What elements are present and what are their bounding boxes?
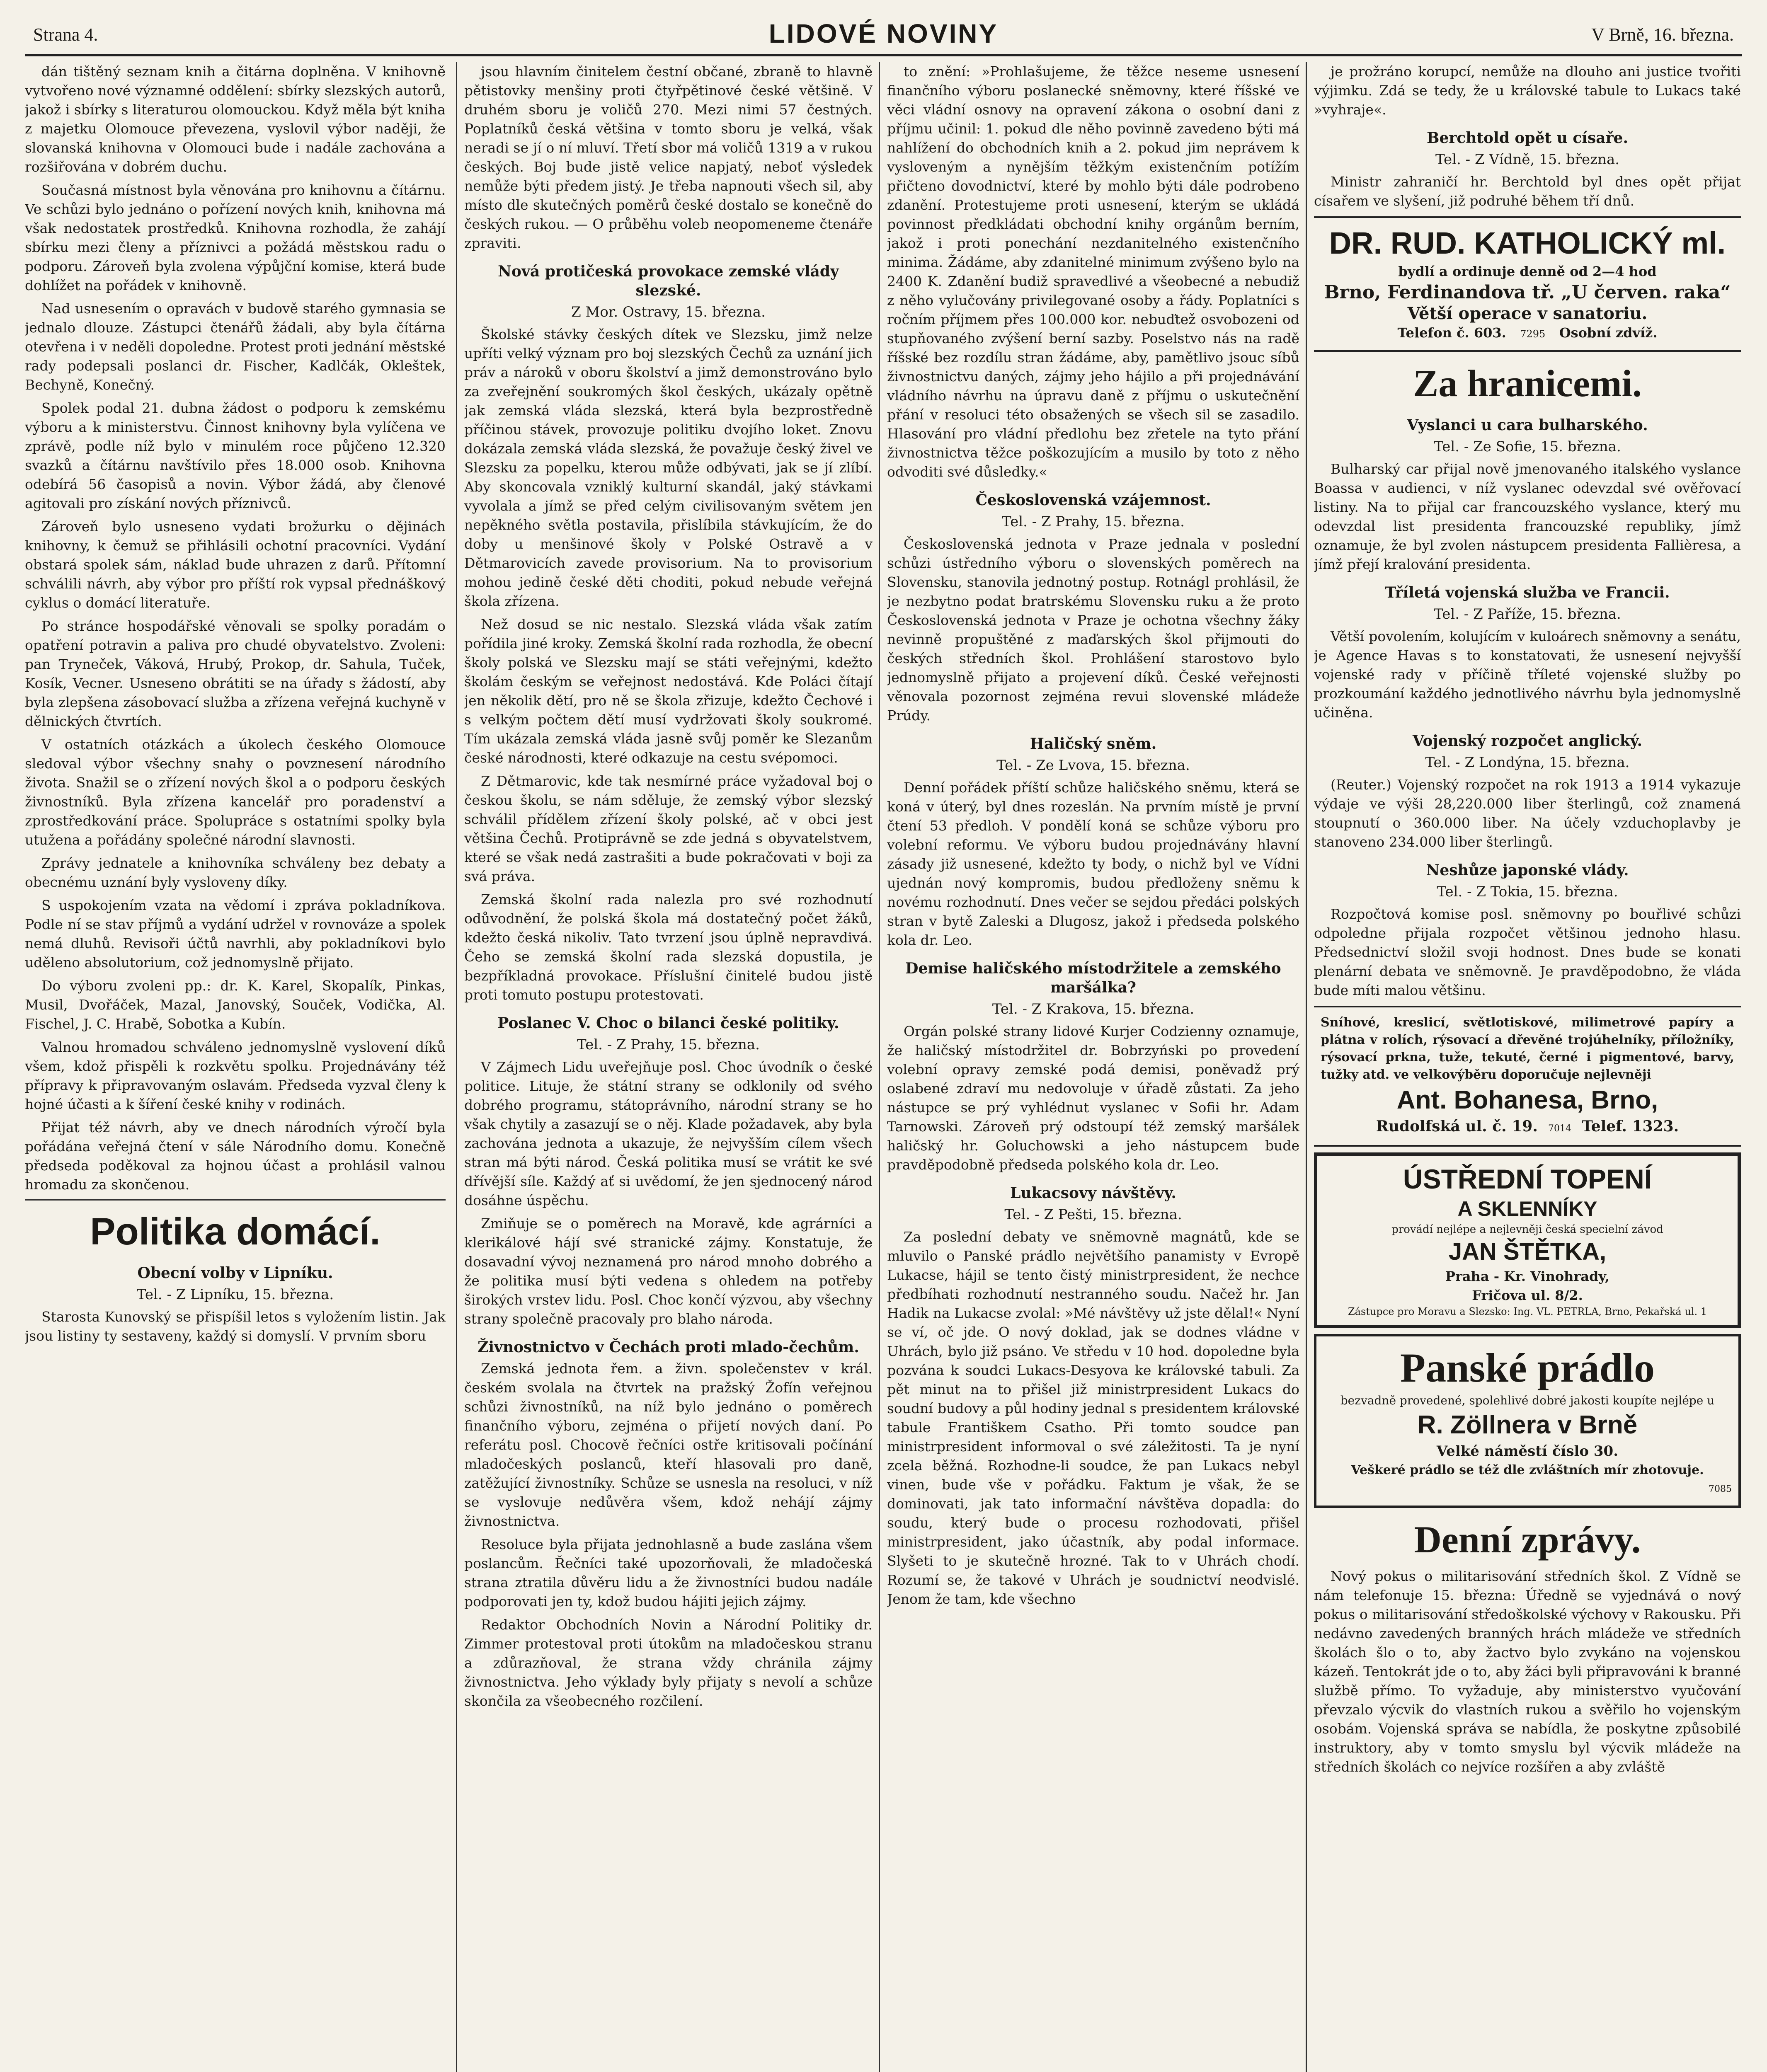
ad-heating-street: Fričova ul. 8/2. — [1472, 1288, 1583, 1303]
ad-linen-note: Veškeré prádlo se též dle zvláštních mír zhotovuje. — [1351, 1463, 1704, 1477]
column-rule — [1306, 62, 1307, 2072]
ad-doctor-note: Větší operace v sanatoriu. — [1407, 304, 1648, 323]
article-paragraph: Ministr zahraničí hr. Berchtold byl dnes opět přijat císařem ve slyšení, již podruhé během tří dnů. — [1314, 174, 1741, 209]
column-4 — [1314, 62, 1741, 2072]
article-heading: Obecní volby v Lipníku. — [137, 1264, 333, 1282]
ad-heating-representative: Zástupce pro Moravu a Slezsko: Ing. VL. PETRLA, Brno, Pekařská ul. 1 — [1348, 1306, 1707, 1317]
column-2 — [464, 62, 873, 2072]
advertisement-stationery — [1314, 1006, 1741, 1147]
article-paragraph: Resoluce byla přijata jednohlasně a bude zaslána všem poslancům. Řečníci také upozorňovali, že mladočeská strana ztratila důvěru lidu a že živnostníci budou nadále podporovati jen ty, kdož budou hájiti jejich zájmy. — [464, 1536, 873, 1610]
article-paragraph: Zmiňuje se o poměrech na Moravě, kde agrárníci a klerikálové hájí své stranické zájmy. Konstatuje, že dosavadní vývoj neznamená pro národ mnoho dobrého a že politika musí býti vedena s ohledem na potřeby širokých vrstev lidu. Posl. Choc končí výzvou, aby všechny strany společně pracovaly pro blaho národa. — [464, 1215, 873, 1327]
article-paragraph: Školské stávky českých dítek ve Slezsku, jimž nelze upříti velký význam pro boj slezských Čechů za uznání jich práv a nároků v oboru školství a jimž demonstrováno bylo za zveřejnění soukromých škol českých, ukázaly opětně jak zemská vláda slezská, která byla bezprostředně příčinou stávek, provozuje politiku dvojího loket. Znovu dokázala zemská vláda slezská, že považuje český živel ve Slezsku za popelku, kterou může odbývati, jak se jí zlíbí. Aby skoncovala vzniklý kulturní skandál, jaký stávkami vyvolala a jímž se před celým civilisovaným světem jen nepěkného světla postavila, přislíbila stávkujícím, že do doby u menšinové školy v Polské Ostravě a v Dětmarovicích zavede provisorium. Na to provisorium mohou jedině české děti choditi, pokud nebude veřejná škola zřízena. — [464, 326, 873, 609]
article-paragraph: Do výboru zvoleni pp.: dr. K. Karel, Skopalík, Pinkas, Musil, Dvořáček, Mazal, Janovský, Souček, Vodička, Al. Fischel, J. C. Hrabě, Sobotka a Kubín. — [25, 978, 446, 1032]
article-paragraph: V Zájmech Lidu uveřejňuje posl. Choc úvodník o české politice. Lituje, že státní strany se odklonily od svého dobrého programu, státoprávního, národní strany se ho však chytily a zasazují se o něj. Klade požadavek, aby byla zachována jednota a ukazuje, že nejvyšším cílem všech stran má býti národ. Česká politika musí se vrátit ke své dřívější síle. Každý ať si uvědomí, že jen sjednocený národ dosáhne úspěchu. — [464, 1059, 873, 1208]
article-heading: Demise haličského místodržitele a zemského maršálka? — [905, 960, 1281, 996]
article-paragraph: Valnou hromadou schváleno jednomyslně vyslovení díků všem, kdož přispěli k rozkvětu spolku. Projednávány též přípravy k připravovaným oslavám. Předseda vyzval členy k hojné účasti a k šíření české knihy v rodinách. — [25, 1039, 446, 1112]
ad-doctor-hours: bydlí a ordinuje denně od 2—4 hod — [1398, 264, 1657, 279]
article-paragraph: Za poslední debaty ve sněmovně magnátů, kde se mluvilo o Panské prádlo největšího panamisty v Evropě Lukacse, hájil se tento čistý ministrpresident, že nechce předbíhati rozhodnutí nestranného soudu. Načež hr. Jan Hadik na Lukacse zvolal: »Mé návštěvy už jste dělal!« Nyní se ví, oč jde. O nový doklad, jak se dodnes vládne v Uhrách, bylo již psáno. Ve středu v 10 hod. dopoledne byla pozvána k soudci Lukacs-Desyova ke královské tabuli. Za pět minut na to přišel již ministrpresident Lukacs do soudní budovy a půl hodiny jednal s presidentem královské tabule Františkem Csatho. Při tomto soudce pan ministrpresident informoval o své záležitosti. Ta je nyní zcela běžná. Rozhodne-li soudce, že pan Lukacs nebyl vinen, bude vše v pořádku. Faktum je však, že se dominovati, jak tato informační návštěva dopadla: do soudu, který bude o procesu rozhodovati, přišel ministrpresident, jako účastník, aby podal informace. Slyšeti to je skutečně hrozné. Tak to v Uhrách chodí. Rozumí se, že takové v Uhrách je soudnictví neodvislé. Jenom že tam, kde všechno — [887, 1229, 1299, 1607]
article-dateline: Tel. - Z Paříže, 15. března. — [1434, 606, 1621, 622]
article-heading: Vojenský rozpočet anglický. — [1412, 732, 1643, 750]
article-heading: Tříletá vojenská služba ve Francii. — [1385, 584, 1670, 601]
article-paragraph: Z Dětmarovic, kde tak nesmírné práce vyžadoval boj o českou školu, se nám sděluje, že zemský výbor slezský schválil přídělem zřízení školy polské, ač v obci jest většina Čechů. Protiprávně se zde jedná s obyvatelstvem, které se však nedá zastrašiti a bude pokračovati v boji za svá práva. — [464, 773, 873, 884]
article-dateline: Tel. - Z Prahy, 15. března. — [1002, 513, 1185, 530]
article-paragraph: Zemská školní rada nalezla pro své rozhodnutí odůvodnění, že polská škola má dostatečný počet žáků, kdežto česká nikoliv. Tato tvrzení jsou úplně nepravdivá. Čeho se zemská školní rada slezská dopustila, je bezpříkladná provokace. Příslušní činitelé budou jistě proti tomuto postupu protestovati. — [464, 891, 873, 1003]
article-paragraph: dán tištěný seznam knih a čitárna doplněna. V knihovně vytvořeno nové významné oddělení: sbírky slezských autorů, jakož i sbírky s literaturou olomouckou. Když měla být kniha z majetku Olomouce převezena, vyslovil výbor naději, že slovanská knihovna v Olomouci bude i nadále zachována a rozšiřována v dobrém duchu. — [25, 63, 446, 175]
article-paragraph: Nad usnesením o opravách v budově starého gymnasia se jednalo dlouze. Zástupci čtenářů žádali, aby byla čítárna otevřena i v neděli dopoledne. Protest proti jednání městské rady podepsali poslanci dr. Fischer, Kadlčák, Okleštek, Bechyně, Konečný. — [25, 300, 446, 393]
article-heading: Československá vzájemnost. — [975, 491, 1211, 509]
article-dateline: Tel. - Z Lipníku, 15. března. — [136, 1286, 334, 1303]
article-paragraph: Denní pořádek příští schůze haličského sněmu, která se koná v úterý, byl dnes rozeslán. Na prvním místě je první čtení 53 předloh. V pondělí koná se schůze výboru pro volební reformu. Ve výboru budou projednávány hlavní zásady již usnesené, kdežto ty body, o nichž byl ve Vídni ujednán nový kompromis, budou předloženy sněmu k novému rozhodnutí. Dnes večer se sejdou předáci polských stran v bytě Zaleski a Dlugosz, jakož i předseda polského kola dr. Leo. — [887, 779, 1299, 948]
page-number: Strana 4. — [33, 24, 98, 45]
article-paragraph: (Reuter.) Vojenský rozpočet na rok 1913 a 1914 vykazuje výdaje ve výši 28,220.000 liber šterlingů, což znamená stoupnutí o 360.000 liber. Na účely vzduchoplavby je stanoveno 234.000 liber šterlingů. — [1314, 777, 1741, 850]
article-paragraph: Redaktor Obchodních Novin a Národní Politiky dr. Zimmer protestoval proti útokům na mladočeskou stranu a zdůrazňoval, že strana vždy chránila zájmy živnostnictva. Jeho výklady byly přijaty s nevolí a schůze skončila za všeobecného rozčilení. — [464, 1617, 873, 1709]
article-paragraph: je prožráno korupcí, nemůže na dlouho ani justice tvořiti výjimku. Zdá se tedy, že u královské tabule to Lukacs také »vyhraje«. — [1314, 63, 1741, 118]
issue-date: V Brně, 16. března. — [1591, 24, 1734, 45]
ad-stationery-name: Ant. Bohanesa, Brno, — [1396, 1086, 1658, 1114]
ad-stationery-phone: Telef. 1323. — [1582, 1118, 1679, 1135]
article-paragraph: Po stránce hospodářské věnovali se spolky poradám o opatření potravin a paliva pro chudé obyvatelstvo. Zvoleni: pan Tryneček, Váková, Hrubý, Prokop, dr. Sahula, Tuček, Kosík, Vecner. Usneseno obrátiti se na úřady s žádostí, aby byla zlepšena zásobovací služba a zřízena veřejná kuchyně v dělnických čtvrtích. — [25, 618, 446, 729]
article-paragraph: Než dosud se nic nestalo. Slezská vláda však zatím pořídila jiné kroky. Zemská školní rada rozhodla, že obecní školy polská ve Slezsku mají se státi veřejnými, kdežto školám českým se veřejnost nedostává. Kde Poláci čítají jen několik dětí, pro ně se škola zřizuje, kdežto Čechové i s velkým počtem dětí musí vydržovati školy soukromé. Tím ukázala zemská vláda jasně svůj poměr ke Slezanům české národnosti, které odkazuje na cestu svépomoci. — [464, 616, 873, 766]
article-dateline: Tel. - Z Vídně, 15. března. — [1435, 151, 1620, 168]
advertisement-doctor — [1314, 216, 1741, 352]
article-paragraph: Zemská jednota řem. a živn. společenstev v král. českém svolala na čtvrtek na pražský Žofín veřejnou schůzi živnostníků, na níž bylo jednáno o poměrech finančního výboru, zejména o přijetí nových daní. Po referátu posl. Chocově řečníci ostře kritisovali počínání mladočeských poslanců, kteří hlasovali pro daně, zatěžující živnostníky. Schůze se usnesla na resoluci, v níž se vyslovuje nedůvěra všem, kdož nehájí zájmy živnostnictva. — [464, 1360, 873, 1529]
article-dateline: Tel. - Z Londýna, 15. března. — [1425, 754, 1630, 771]
divider — [25, 1199, 446, 1201]
column-rule — [456, 62, 457, 2072]
ad-doctor-code: 7295 — [1520, 328, 1546, 340]
article-dateline: Tel. - Z Krakova, 15. března. — [992, 1001, 1195, 1017]
advertisement-heating — [1314, 1152, 1741, 1328]
article-paragraph: Větší povolením, kolujícím v kuloárech sněmovny a senátu, je Agence Havas s to konstatovati, že usnesení nejvyšší vojenské rady v příčině tříleté vojenské služby po prozkoumání každého jednotlivého návrhu byla jednomyslně učiněna. — [1314, 628, 1741, 721]
article-dateline: Tel. - Z Prahy, 15. března. — [577, 1036, 760, 1053]
article-paragraph: jsou hlavním činitelem čestní občané, zbraně to hlavně pětistovky menšiny proti čtyřpětinové české většině. V druhém sboru je voličů 270. Mezi nimi 57 čestných. Poplatníků česká většina v tomto sboru je velká, však neradi se jí o ní mluví. Třetí sbor má voličů 1319 a v rukou českých. Boj bude jistě velice napjatý, neboť výsledek nemůže býti předem jistý. Je třeba napnouti všech sil, aby místo dle skutečných poměrů české dostalo se konečně do českých rukou. — O průběhu voleb neopomeneme čtenáře zpraviti. — [464, 63, 873, 251]
article-dateline: Tel. - Ze Sofie, 15. března. — [1434, 438, 1621, 455]
advertisement-linen — [1314, 1334, 1741, 1508]
article-paragraph: Československá jednota v Praze jednala v poslední schůzi ústředního výboru o slovenských poměrech na Slovensku, stanovila jednotný postup. Rotnágl prohlásil, že je nezbytno podat bratrskému Slovensku ruku a že proto Československá jednota v Praze je ochotna všechny žáky nevinně propuštěné z maďarských škol přijmouti do českých středních škol. Prohlášení starostovo bylo jednomyslně přijato a projevení díků. České veřejnosti věnovala pozornost zejména revui slovenské mládeže Prúdy. — [887, 536, 1299, 724]
section-heading: Denní zprávy. — [1414, 1518, 1641, 1561]
ad-linen-code: 7085 — [1709, 1484, 1732, 1494]
column-rule — [879, 62, 880, 2072]
ad-stationery-text: Sníhové, kreslicí, světlotiskové, milimetrové papíry a plátna v rolích, rýsovací a dřevěné trojúhelníky, příložníky, rýsovací prkna, tuže, tekuté, černé i pigmentové, barvy, tužky atd. ve velkovýběru doporučuje nejlevněji — [1321, 1015, 1734, 1082]
article-paragraph: Zprávy jednatele a knihovníka schváleny bez debaty a obecnému uznání byly vysloveny díky. — [25, 855, 446, 890]
ad-linen-title: Panské prádlo — [1400, 1345, 1655, 1391]
article-paragraph: Současná místnost byla věnována pro knihovnu a čítárnu. Ve schůzi bylo jednáno o pořízení nových knih, knihovna má však nedostatek prostředků. Knihovna rozhodla, že zahájí sbírku mezi členy a příznivci a požádá městskou radu o podporu. Zároveň byla zvolena výpůjční komise, která bude dohlížet na pořádek v knihovně. — [25, 182, 446, 293]
ad-linen-address: Velké náměstí číslo 30. — [1436, 1443, 1619, 1460]
article-dateline: Z Mor. Ostravy, 15. března. — [571, 304, 766, 320]
ad-heating-subtitle: A SKLENNÍKY — [1457, 1197, 1597, 1220]
article-heading: Berchtold opět u císaře. — [1427, 129, 1628, 147]
newspaper-page — [25, 17, 1742, 2072]
ad-doctor-phone: Telefon č. 603. — [1397, 325, 1506, 341]
ad-linen-name: R. Zöllnera v Brně — [1417, 1411, 1638, 1439]
article-paragraph: to znění: »Prohlašujeme, že těžce neseme usnesení finančního výboru poslanecké sněmovny, které říšské ve věci vládní osnovy na opravení zákona o osobní dani z příjmu učinil: 1. pokud dle něho povinně zavedeno býti má nahlížení do obchodních knih a 2. pokud jim neprávem k vysloveným a nynějším těžkým existenčním potížím přičteno dovodnictví, které by mohlo býti dále podrobeno zdanění. Protestujeme proti usnesení, kterým se ukládá povinnost předkládati obchodní knihy orgánům berním, jakož i proti ponechání nezdanitelného existenčního minima. Žádáme, aby zdanitelné minimum zvýšeno bylo na 2400 K. Zdanění budiž spravedlivé a všeobecné a nebudiž z něho vylučovány privilegované osoby a řády. Poplatníci s ročním příjmem přes 100.000 kor. nebuďtež osvobozeni od stupňovaného zvýšení berní sazby. Poselstvo nás na radě říšské bez rozdílu stran žádáme, aby, pamětlivo jsouc síbů živnostnictvu daných, zájmy jeho hájilo a při projednávání vládního návrhu na úpravu daně z příjmu o uskutečnění přání v resoluci této obsažených se všech sil se zasadilo. Hlasování pro vládní předlohu bez zřetele na tyto přání živnostnictva těžce poškozujícím a musilo by toto z něho odvoditi své důsledky.« — [887, 63, 1299, 480]
ad-doctor-address: Brno, Ferdinandova tř. „U červen. raka“ — [1324, 282, 1731, 303]
ad-heating-text: provádí nejlépe a nejlevněji česká specielní závod — [1391, 1223, 1663, 1236]
article-heading: Poslanec V. Choc o bilanci české politiky. — [497, 1014, 839, 1032]
ad-stationery-contact — [1321, 1117, 1734, 1138]
article-heading: Živnostnictvo v Čechách proti mlado-čechům. — [478, 1339, 859, 1356]
article-paragraph: V ostatních otázkách a úkolech českého Olomouce sledoval výbor všechny snahy o povznesení národního života. Snažil se o zřízení nových škol a o podporu českých živnostníků. Byla zřízena kancelář pro poradenství a zprostředkování práce. Spolupráce s ostatními spolky byla utužena a pořádány společné národní slavnosti. — [25, 736, 446, 848]
article-paragraph: Spolek podal 21. dubna žádost o podporu k zemskému výboru a k ministerstvu. Činnost knihovny byla vylíčena ve zprávě, podle níž bylo v minulém roce půjčeno 12.320 svazků a čítárnu navštívilo přes 18.000 osob. Knihovna odebírá 56 časopisů a novin. Výbor žádá, aby členové agitovali pro získání nových příznivců. — [25, 400, 446, 511]
column-1 — [25, 62, 446, 2072]
section-heading: Politika domácí. — [90, 1210, 381, 1253]
article-heading: Lukacsovy návštěvy. — [1010, 1184, 1176, 1202]
article-heading: Vyslanci u cara bulharského. — [1407, 416, 1648, 434]
newspaper-title: LIDOVÉ NOVINY — [768, 19, 999, 48]
article-paragraph: Přijat též návrh, aby ve dnech národních výročí byla pořádána veřejná čtení v sále Národního domu. Konečně předseda poděkoval za hojnou účast a prohlásil valnou hromadu za skončenou. — [25, 1119, 446, 1193]
article-paragraph: Nový pokus o militarisování středních škol. Z Vídně se nám telefonuje 15. března: Úředně se vyjednává o nový pokus o militarisování středoškolské výchovy v Rakousku. Při nedávno zavedených branných hrách mládeže ve středních školách šlo o to, aby žactvo bylo zvykáno na vojenskou kázeň. Tentokrát jde o to, aby žáci byli připravováni k branné službě přímo. To vyžaduje, aby ministerstvo vyučování převzalo výcvik do vlastních rukou a svěřilo ho vojenským osobám. Vojenská správa se nabídla, že poskytne způsobilé instruktory, aby v tomto smyslu byl výcvik mládeže na středních školách co nejvíce rozšířen a aby zvláště — [1314, 1568, 1741, 1775]
article-heading: Haličský sněm. — [1030, 735, 1157, 753]
ad-heating-title: ÚSTŘEDNÍ TOPENÍ — [1403, 1164, 1652, 1194]
ad-doctor-elevator: Osobní zdvíž. — [1559, 325, 1658, 341]
article-paragraph: Orgán polské strany lidové Kurjer Codzienny oznamuje, že haličský místodržitel dr. Bobrzyński po provedení volební opravy zemské podá demisi, poněvadž prý oslabené zdraví mu nedovoluje v úřadě zůstati. Za jeho nástupce se prý vyhlédnut vyslanec v Sofii hr. Adam Tarnowski. Zároveň prý odstoupí též zemský maršálek haličský hr. Goluchowski a jeho nástupcem bude pravděpodobně předseda polského kola dr. Leo. — [887, 1023, 1299, 1173]
section-heading: Za hranicemi. — [1413, 362, 1642, 404]
article-paragraph: Rozpočtová komise posl. sněmovny po bouřlivé schůzi odpoledne přijala rozpočet většinou jednoho hlasu. Předsednictví složil svoji hodnost. Dnes bude se konati plenární debata ve sněmovně. Je pravděpodobno, že vláda bude míti malou většinu. — [1314, 906, 1741, 998]
column-3 — [887, 62, 1299, 2072]
ad-doctor-contact — [1321, 323, 1734, 344]
article-paragraph: Zároveň bylo usneseno vydati brožurku o dějinách knihovny, k čemuž se přihlásili ochotní pracovníci. Vydání obstará spolek sám, náklad bude uhrazen z darů. Přítomní schválili návrh, aby výbor pro příští rok vypsal přednáškový cyklus o domácí literatuře. — [25, 518, 446, 611]
article-dateline: Tel. - Z Pešti, 15. března. — [1004, 1206, 1182, 1223]
masthead — [25, 17, 1742, 56]
article-paragraph: S uspokojením vzata na vědomí i zpráva pokladníkova. Podle ní se stav příjmů a vydání udržel v rovnováze a spolek nemá dluhů. Revisoři účtů navrhli, aby pokladníkovi bylo uděleno absolutorium, což jednomyslně přijato. — [25, 897, 446, 971]
ad-stationery-address: Rudolfská ul. č. 19. — [1376, 1118, 1538, 1135]
article-paragraph: Starosta Kunovský se přispíšil letos s vyložením listin. Jak jsou listiny ty sestaveny, každý si domyslí. V prvním sboru — [25, 1309, 446, 1344]
article-heading: Nová protičeská provokace zemské vlády slezské. — [498, 263, 839, 299]
ad-heating-name: JAN ŠTĚTKA, — [1448, 1238, 1607, 1265]
ad-linen-text: bezvadně provedené, spolehlivé dobré jakosti koupíte nejlépe u — [1340, 1394, 1715, 1407]
ad-stationery-code: 7014 — [1548, 1123, 1571, 1134]
article-dateline: Tel. - Ze Lvova, 15. března. — [996, 757, 1190, 774]
article-heading: Neshůze japonské vlády. — [1426, 862, 1629, 879]
article-paragraph: Bulharský car přijal nově jmenovaného italského vyslance Boassa v audienci, v níž vyslanec odevzdal své ověřovací listiny. Na to přijal car francouzského vyslance, který mu odevzdal list presidenta francouzské republiky, jímž oznamuje, že byl zvolen nástupcem presidenta Fallièresa, a jímž přejí kralování presidenta. — [1314, 461, 1741, 572]
article-dateline: Tel. - Z Tokia, 15. března. — [1437, 884, 1618, 900]
ad-heating-address: Praha - Kr. Vinohrady, — [1445, 1268, 1610, 1284]
ad-doctor-name: DR. RUD. KATHOLICKÝ ml. — [1329, 226, 1726, 260]
